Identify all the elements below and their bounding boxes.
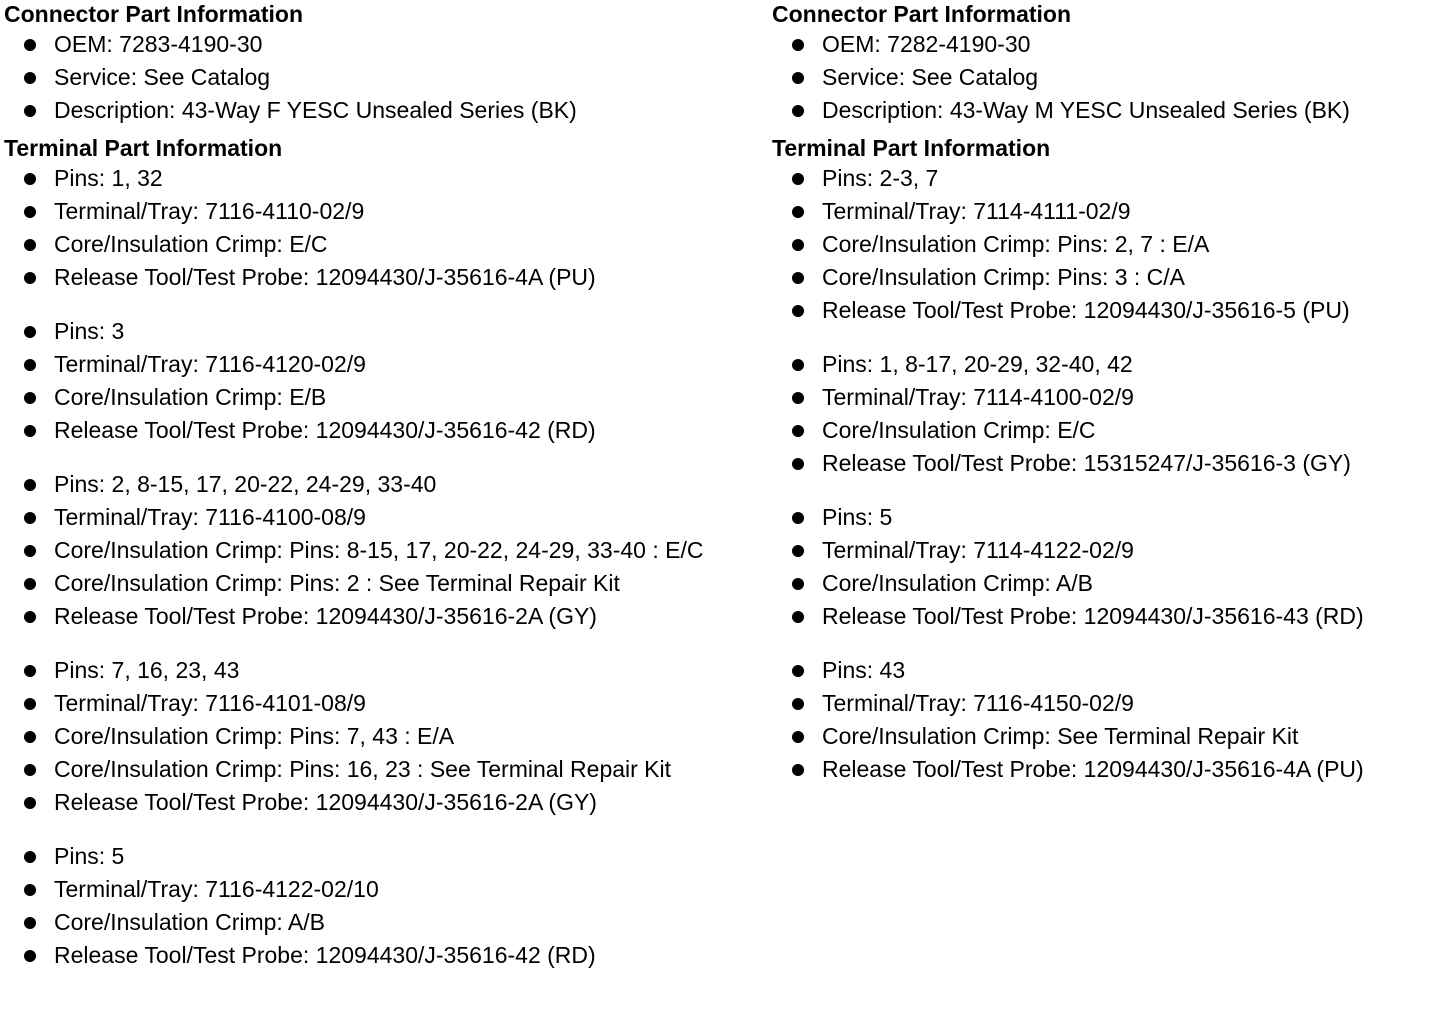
list-item-text: Pins: 5 bbox=[54, 843, 125, 869]
list-item-text: OEM: 7282-4190-30 bbox=[822, 31, 1031, 57]
list-item bbox=[772, 720, 1432, 753]
list-item-text: Terminal/Tray: 7116-4150-02/9 bbox=[822, 690, 1134, 716]
list-item bbox=[772, 600, 1432, 633]
list-item bbox=[772, 261, 1432, 294]
bullet-icon bbox=[24, 512, 36, 524]
list-item-text: Pins: 7, 16, 23, 43 bbox=[54, 657, 240, 683]
list-item bbox=[4, 753, 764, 786]
list-item bbox=[4, 468, 764, 501]
list-item-text: Terminal/Tray: 7116-4101-08/9 bbox=[54, 690, 366, 716]
list-item-text: Description: 43-Way M YESC Unsealed Series (BK) bbox=[822, 97, 1350, 123]
list-item bbox=[772, 162, 1432, 195]
bullet-icon bbox=[792, 392, 804, 404]
left-connector-column bbox=[4, 0, 764, 972]
list-item-text: Pins: 2, 8-15, 17, 20-22, 24-29, 33-40 bbox=[54, 471, 437, 497]
list-item-text: Core/Insulation Crimp: See Terminal Repair Kit bbox=[822, 723, 1299, 749]
list-item-text: Terminal/Tray: 7116-4122-02/10 bbox=[54, 876, 379, 902]
list-item-text: Core/Insulation Crimp: E/C bbox=[54, 231, 328, 257]
terminal-group bbox=[772, 348, 1432, 480]
list-item-text: Release Tool/Test Probe: 12094430/J-35616-42 (RD) bbox=[54, 417, 596, 443]
bullet-icon bbox=[792, 173, 804, 185]
list-item-text: Release Tool/Test Probe: 12094430/J-35616-2A (GY) bbox=[54, 603, 597, 629]
list-item bbox=[4, 414, 764, 447]
list-item-text: Terminal/Tray: 7114-4122-02/9 bbox=[822, 537, 1134, 563]
list-item bbox=[4, 654, 764, 687]
list-item bbox=[4, 786, 764, 819]
bullet-icon bbox=[24, 105, 36, 117]
bullet-icon bbox=[24, 72, 36, 84]
bullet-icon bbox=[24, 851, 36, 863]
list-item-text: Release Tool/Test Probe: 12094430/J-35616-42 (RD) bbox=[54, 942, 596, 968]
bullet-icon bbox=[24, 731, 36, 743]
bullet-icon bbox=[24, 578, 36, 590]
terminal-group bbox=[772, 162, 1432, 327]
list-item bbox=[4, 687, 764, 720]
list-item-text: Core/Insulation Crimp: E/B bbox=[54, 384, 327, 410]
list-item bbox=[4, 61, 764, 94]
bullet-icon bbox=[24, 425, 36, 437]
list-item-text: Core/Insulation Crimp: Pins: 16, 23 : See Terminal Repair Kit bbox=[54, 756, 672, 782]
connector-info-list bbox=[772, 28, 1432, 127]
list-item bbox=[772, 753, 1432, 786]
list-item bbox=[772, 348, 1432, 381]
terminal-group bbox=[4, 468, 764, 633]
bullet-icon bbox=[24, 392, 36, 404]
list-item bbox=[4, 840, 764, 873]
list-item bbox=[772, 567, 1432, 600]
list-item bbox=[772, 61, 1432, 94]
list-item bbox=[4, 28, 764, 61]
bullet-icon bbox=[24, 326, 36, 338]
list-item-text: Core/Insulation Crimp: Pins: 2 : See Terminal Repair Kit bbox=[54, 570, 620, 596]
bullet-icon bbox=[792, 698, 804, 710]
list-item bbox=[4, 348, 764, 381]
connector-info-list bbox=[4, 28, 764, 127]
bullet-icon bbox=[24, 764, 36, 776]
list-item bbox=[772, 195, 1432, 228]
bullet-icon bbox=[24, 479, 36, 491]
bullet-icon bbox=[24, 545, 36, 557]
terminal-group bbox=[4, 315, 764, 447]
list-item bbox=[4, 228, 764, 261]
bullet-icon bbox=[792, 764, 804, 776]
terminal-part-info-heading: Terminal Part Information bbox=[772, 135, 1051, 161]
bullet-icon bbox=[792, 545, 804, 557]
list-item-text: Terminal/Tray: 7116-4100-08/9 bbox=[54, 504, 366, 530]
bullet-icon bbox=[24, 206, 36, 218]
list-item-text: Pins: 3 bbox=[54, 318, 125, 344]
list-item-text: Description: 43-Way F YESC Unsealed Series (BK) bbox=[54, 97, 577, 123]
list-item bbox=[4, 534, 764, 567]
bullet-icon bbox=[24, 950, 36, 962]
list-item bbox=[4, 381, 764, 414]
list-item-text: Core/Insulation Crimp: E/C bbox=[822, 417, 1096, 443]
list-item bbox=[4, 195, 764, 228]
bullet-icon bbox=[24, 917, 36, 929]
bullet-icon bbox=[24, 272, 36, 284]
list-item-text: Release Tool/Test Probe: 15315247/J-35616-3 (GY) bbox=[822, 450, 1351, 476]
bullet-icon bbox=[24, 797, 36, 809]
bullet-icon bbox=[24, 173, 36, 185]
bullet-icon bbox=[792, 239, 804, 251]
list-item bbox=[772, 294, 1432, 327]
bullet-icon bbox=[24, 611, 36, 623]
bullet-icon bbox=[792, 458, 804, 470]
bullet-icon bbox=[792, 665, 804, 677]
list-item bbox=[772, 381, 1432, 414]
bullet-icon bbox=[792, 206, 804, 218]
bullet-icon bbox=[792, 72, 804, 84]
list-item bbox=[4, 567, 764, 600]
list-item-text: Pins: 2-3, 7 bbox=[822, 165, 939, 191]
list-item-text: Terminal/Tray: 7116-4110-02/9 bbox=[54, 198, 365, 224]
list-item bbox=[4, 720, 764, 753]
bullet-icon bbox=[792, 512, 804, 524]
list-item-text: Service: See Catalog bbox=[822, 64, 1039, 90]
list-item bbox=[772, 28, 1432, 61]
terminal-group bbox=[772, 501, 1432, 633]
list-item-text: Terminal/Tray: 7114-4100-02/9 bbox=[822, 384, 1134, 410]
list-item-text: Core/Insulation Crimp: Pins: 8-15, 17, 20-22, 24-29, 33-40 : E/C bbox=[54, 537, 704, 563]
bullet-icon bbox=[792, 105, 804, 117]
bullet-icon bbox=[792, 578, 804, 590]
right-connector-column bbox=[772, 0, 1432, 786]
list-item bbox=[4, 600, 764, 633]
bullet-icon bbox=[792, 359, 804, 371]
terminal-group bbox=[4, 840, 764, 972]
list-item-text: Release Tool/Test Probe: 12094430/J-35616-5 (PU) bbox=[822, 297, 1350, 323]
list-item bbox=[772, 654, 1432, 687]
list-item-text: Pins: 1, 32 bbox=[54, 165, 163, 191]
list-item-text: Core/Insulation Crimp: Pins: 7, 43 : E/A bbox=[54, 723, 455, 749]
terminal-group bbox=[772, 654, 1432, 786]
list-item bbox=[4, 939, 764, 972]
list-item-text: Core/Insulation Crimp: A/B bbox=[54, 909, 326, 935]
list-item bbox=[4, 94, 764, 127]
list-item bbox=[4, 873, 764, 906]
list-item-text: Release Tool/Test Probe: 12094430/J-35616-2A (GY) bbox=[54, 789, 597, 815]
list-item-text: Core/Insulation Crimp: A/B bbox=[822, 570, 1094, 596]
list-item bbox=[4, 906, 764, 939]
bullet-icon bbox=[24, 239, 36, 251]
bullet-icon bbox=[24, 359, 36, 371]
list-item-text: Pins: 5 bbox=[822, 504, 893, 530]
list-item-text: Pins: 43 bbox=[822, 657, 906, 683]
bullet-icon bbox=[792, 305, 804, 317]
bullet-icon bbox=[792, 731, 804, 743]
list-item-text: Terminal/Tray: 7114-4111-02/9 bbox=[822, 198, 1131, 224]
bullet-icon bbox=[24, 39, 36, 51]
list-item bbox=[772, 228, 1432, 261]
bullet-icon bbox=[24, 665, 36, 677]
list-item-text: Terminal/Tray: 7116-4120-02/9 bbox=[54, 351, 366, 377]
list-item bbox=[772, 534, 1432, 567]
list-item bbox=[772, 501, 1432, 534]
bullet-icon bbox=[792, 611, 804, 623]
list-item bbox=[772, 94, 1432, 127]
list-item-text: Release Tool/Test Probe: 12094430/J-35616-43 (RD) bbox=[822, 603, 1364, 629]
terminal-part-info-heading: Terminal Part Information bbox=[4, 135, 283, 161]
list-item-text: Core/Insulation Crimp: Pins: 3 : C/A bbox=[822, 264, 1186, 290]
terminal-group bbox=[4, 162, 764, 294]
connector-part-info-heading: Connector Part Information bbox=[4, 1, 304, 27]
list-item bbox=[772, 447, 1432, 480]
list-item-text: Release Tool/Test Probe: 12094430/J-35616-4A (PU) bbox=[822, 756, 1364, 782]
list-item bbox=[4, 315, 764, 348]
bullet-icon bbox=[24, 884, 36, 896]
list-item bbox=[772, 687, 1432, 720]
bullet-icon bbox=[792, 425, 804, 437]
list-item-text: Core/Insulation Crimp: Pins: 2, 7 : E/A bbox=[822, 231, 1210, 257]
connector-part-info-heading: Connector Part Information bbox=[772, 1, 1072, 27]
list-item-text: Service: See Catalog bbox=[54, 64, 271, 90]
list-item bbox=[4, 162, 764, 195]
terminal-group bbox=[4, 654, 764, 819]
list-item bbox=[4, 261, 764, 294]
list-item bbox=[772, 414, 1432, 447]
list-item-text: Pins: 1, 8-17, 20-29, 32-40, 42 bbox=[822, 351, 1133, 377]
list-item bbox=[4, 501, 764, 534]
bullet-icon bbox=[792, 272, 804, 284]
list-item-text: Release Tool/Test Probe: 12094430/J-35616-4A (PU) bbox=[54, 264, 596, 290]
bullet-icon bbox=[792, 39, 804, 51]
list-item-text: OEM: 7283-4190-30 bbox=[54, 31, 263, 57]
bullet-icon bbox=[24, 698, 36, 710]
